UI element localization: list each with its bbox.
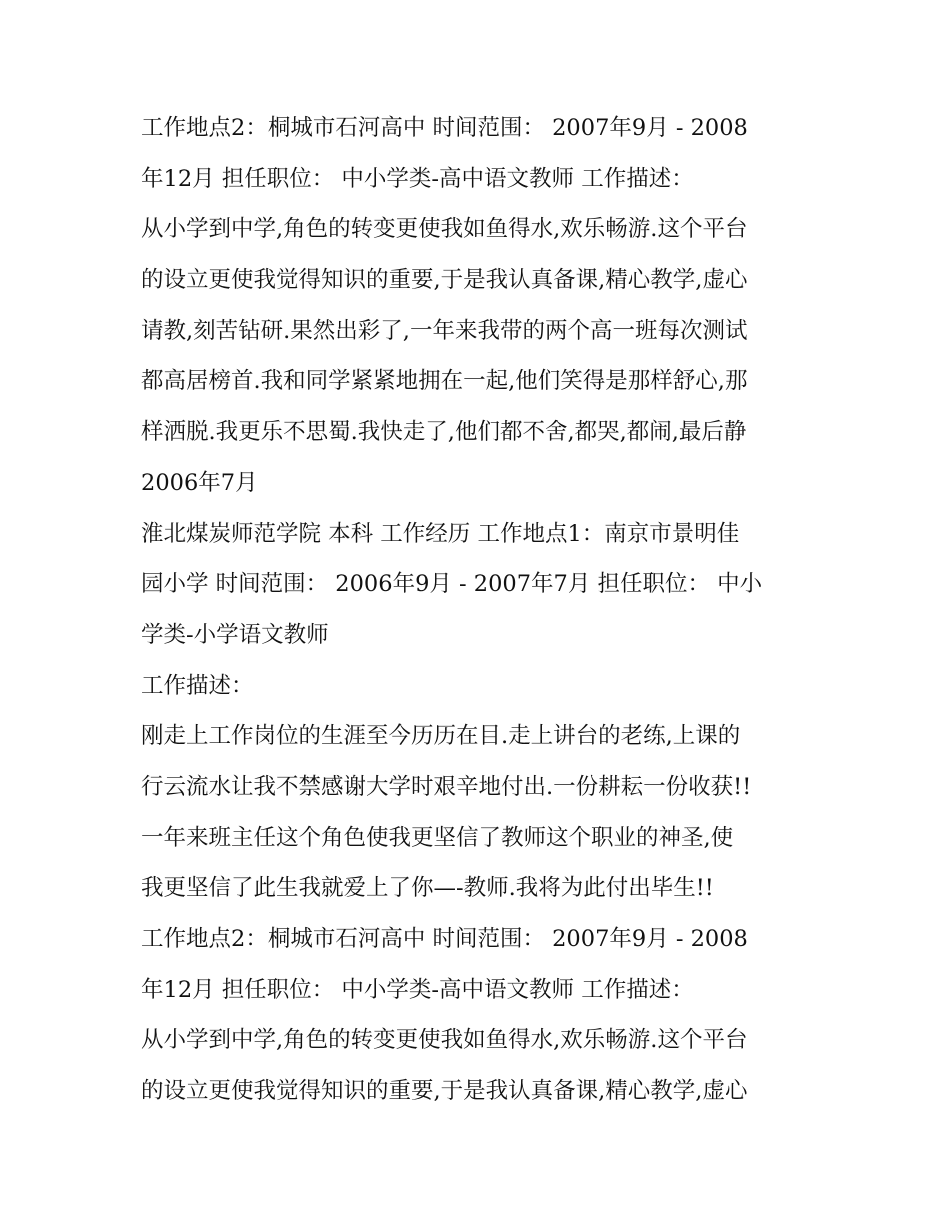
text-line: 都高居榜首.我和同学紧紧地拥在一起,他们笑得是那样舒心,那 <box>141 368 748 395</box>
text-line: 的设立更使我觉得知识的重要,于是我认真备课,精心教学,虚心 <box>141 1078 748 1105</box>
text-line: 年12月 担任职位： 中小学类-高中语文教师 工作描述： <box>141 976 694 1003</box>
text-line: 年12月 担任职位： 中小学类-高中语文教师 工作描述： <box>141 165 694 192</box>
text-line: 的设立更使我觉得知识的重要,于是我认真备课,精心教学,虚心 <box>141 267 748 294</box>
text-line: 一年来班主任这个角色使我更坚信了教师这个职业的神圣,使 <box>141 824 734 851</box>
text-line: 园小学 时间范围： 2006年9月 - 2007年7月 担任职位： 中小 <box>141 571 763 598</box>
text-line: 刚走上工作岗位的生涯至今历历在目.走上讲台的老练,上课的 <box>141 723 741 750</box>
text-line: 淮北煤炭师范学院 本科 工作经历 工作地点1：南京市景明佳 <box>141 520 740 547</box>
text-line: 工作地点2：桐城市石河高中 时间范围： 2007年9月 - 2008 <box>141 926 748 952</box>
document-body <box>141 103 821 1117</box>
text-line: 请教,刻苦钻研.果然出彩了,一年来我带的两个高一班每次测试 <box>141 317 748 344</box>
text-line: 工作地点2：桐城市石河高中 时间范围： 2007年9月 - 2008 <box>141 115 748 141</box>
text-line: 我更坚信了此生我就爱上了你—-教师.我将为此付出毕生!! <box>141 875 714 902</box>
text-line: 学类-小学语文教师 <box>141 621 329 648</box>
text-line: 2006年7月 <box>141 469 258 496</box>
text-line: 行云流水让我不禁感谢大学时艰辛地付出.一份耕耘一份收获!! <box>141 773 752 800</box>
text-line: 样洒脱.我更乐不思蜀.我快走了,他们都不舍,都哭,都闹,最后静 <box>141 419 747 446</box>
text-line: 工作描述： <box>141 672 254 699</box>
text-line: 从小学到中学,角色的转变更使我如鱼得水,欢乐畅游.这个平台 <box>141 1027 748 1054</box>
text-line: 从小学到中学,角色的转变更使我如鱼得水,欢乐畅游.这个平台 <box>141 216 748 243</box>
